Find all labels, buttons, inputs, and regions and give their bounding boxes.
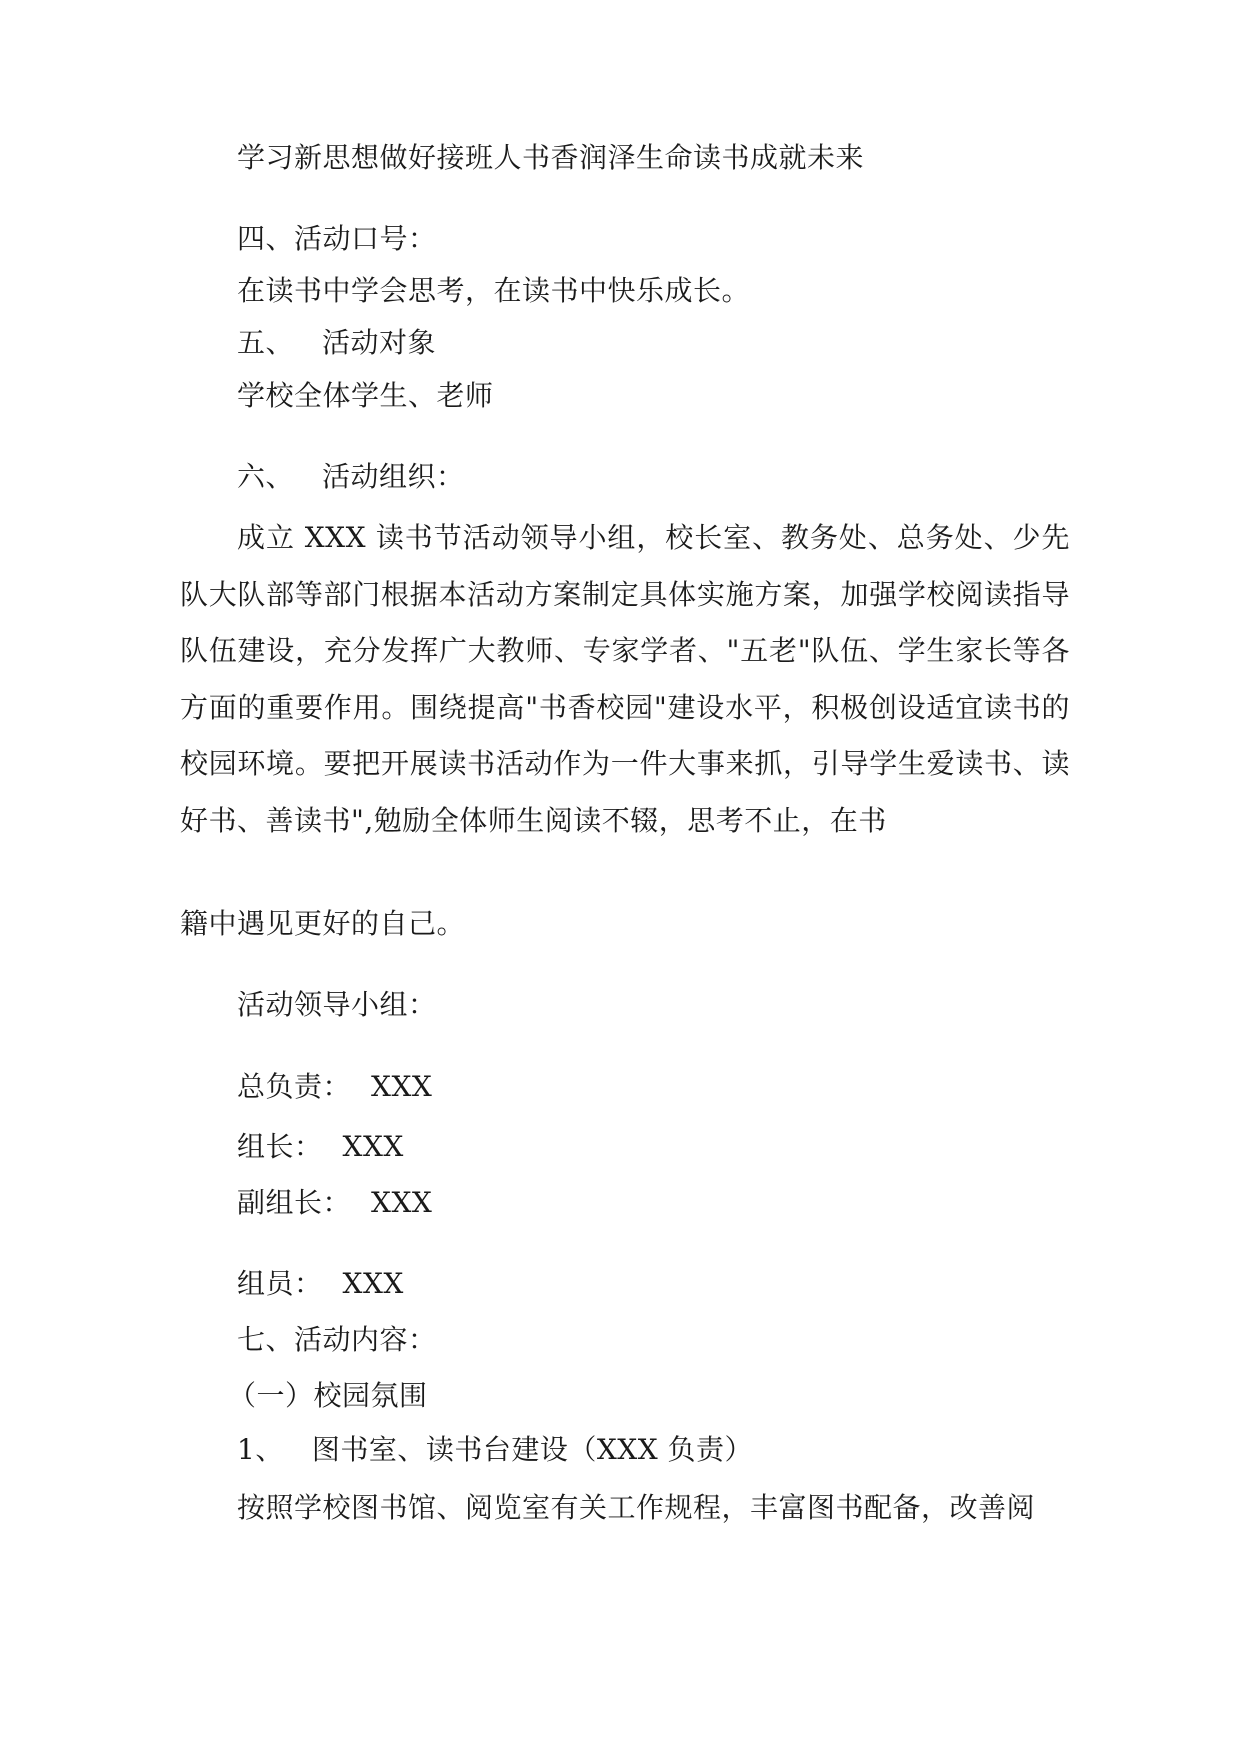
section6-heading: 活动组织： <box>322 460 465 493</box>
leader-total-label: 总负责： <box>237 1070 352 1103</box>
leader-deputy-row <box>237 1185 432 1221</box>
item1-paragraph-start: 按照学校图书馆、阅览室有关工作规程，丰富图书配备，改善阅 <box>237 1491 1036 1524</box>
section6-paragraph-end: 籍中遇见更好的自己。 <box>180 907 466 940</box>
section6-paragraph: 成立 XXX 读书节活动领导小组，校长室、教务处、总务处、少先队大队部等部门根据本活动方案制定具体实施方案，加强学校阅读指导队伍建设，充分发挥广大教师、专家学者、"五老"队伍、学生家长等各方面的重要作用。围绕提高"书香校园"建设水平，积极创设适宜读书的校园环境。要把开展读书活动作为一件大事来抓，引导学生爱读书、读好书、善读书",勉励全体师生阅读不辍，思考不止，在书 <box>180 521 1070 837</box>
leader-member-label: 组员： <box>237 1267 323 1300</box>
section4-text: 在读书中学会思考，在读书中快乐成长。 <box>237 274 751 307</box>
leadership-heading: 活动领导小组： <box>237 988 437 1021</box>
leader-deputy-label: 副组长： <box>237 1186 352 1219</box>
section5-heading: 活动对象 <box>322 326 437 359</box>
leader-head-value: XXX <box>342 1130 404 1163</box>
section6-heading-row <box>237 459 465 495</box>
item1-number: 1、 <box>237 1433 284 1466</box>
section5-number: 五、 <box>237 326 295 359</box>
slogan-line: 学习新思想做好接班人书香润泽生命读书成就未来 <box>237 141 865 174</box>
section5-heading-row <box>237 325 436 361</box>
leader-member-row <box>237 1266 404 1302</box>
section7-heading: 七、活动内容： <box>237 1323 437 1356</box>
section4-heading: 四、活动口号： <box>237 222 437 255</box>
leader-total-value: XXX <box>371 1070 433 1103</box>
section6-number: 六、 <box>237 460 295 493</box>
item1-row <box>237 1432 753 1468</box>
sub1-heading: （一）校园氛围 <box>228 1379 428 1412</box>
leader-head-row <box>237 1129 404 1165</box>
section5-text: 学校全体学生、老师 <box>237 379 494 412</box>
item1-text: 图书室、读书台建设（XXX 负责） <box>311 1433 754 1466</box>
leader-total-row <box>237 1069 432 1105</box>
leader-deputy-value: XXX <box>371 1186 433 1219</box>
leader-head-label: 组长： <box>237 1130 323 1163</box>
leader-member-value: XXX <box>342 1267 404 1300</box>
